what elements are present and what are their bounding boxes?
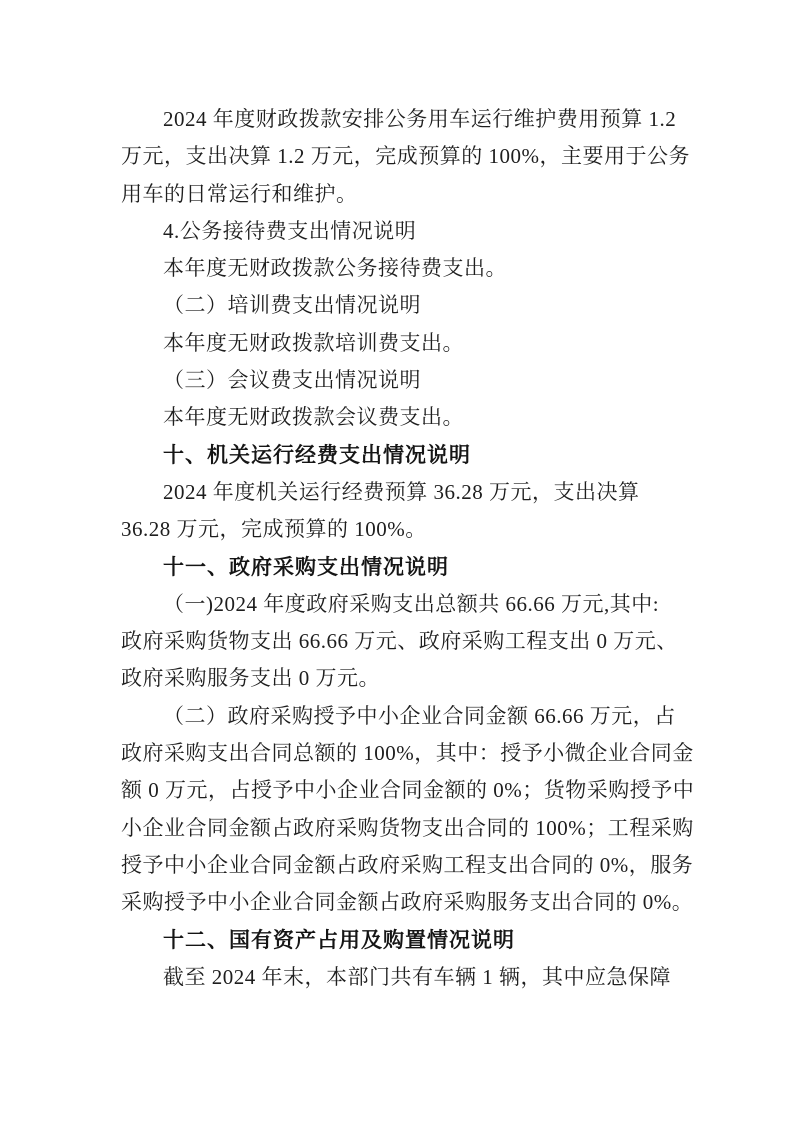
text-line: 额 0 万元，占授予中小企业合同金额的 0%；货物采购授予中 xyxy=(121,778,695,803)
document-lines xyxy=(121,101,695,996)
text-line: 授予中小企业合同金额占政府采购工程支出合同的 0%，服务 xyxy=(121,852,694,877)
text-line: （二）培训费支出情况说明 xyxy=(163,293,421,318)
text-line: 2024 年度财政拨款安排公务用车运行维护费用预算 1.2 xyxy=(163,107,677,131)
text-line: （二）政府采购授予中小企业合同金额 66.66 万元，占 xyxy=(163,703,676,728)
text-line: 采购授予中小企业合同金额占政府采购服务支出合同的 0%。 xyxy=(121,890,694,915)
text-line: 小企业合同金额占政府采购货物支出合同的 100%；工程采购 xyxy=(121,815,694,840)
text-line: 本年度无财政拨款培训费支出。 xyxy=(163,330,464,355)
text-line: （三）会议费支出情况说明 xyxy=(163,368,421,393)
text-line: 4.公务接待费支出情况说明 xyxy=(163,218,417,243)
text-line: 36.28 万元，完成预算的 100%。 xyxy=(121,517,427,542)
section-heading: 十二、国有资产占用及购置情况说明 xyxy=(163,928,515,952)
text-line: 本年度无财政拨款公务接待费支出。 xyxy=(163,256,507,281)
text-line: 政府采购货物支出 66.66 万元、政府采购工程支出 0 万元、 xyxy=(121,629,678,654)
text-line: 本年度无财政拨款会议费支出。 xyxy=(163,405,464,430)
text-line: 2024 年度机关运行经费预算 36.28 万元，支出决算 xyxy=(163,479,640,504)
text-line: 截至 2024 年末，本部门共有车辆 1 辆，其中应急保障 xyxy=(163,964,671,989)
section-heading: 十一、政府采购支出情况说明 xyxy=(163,555,449,579)
section-heading: 十、机关运行经费支出情况说明 xyxy=(163,443,471,467)
text-line: 政府采购服务支出 0 万元。 xyxy=(121,666,380,691)
text-line: （一)2024 年度政府采购支出总额共 66.66 万元,其中: xyxy=(163,591,660,616)
text-line: 用车的日常运行和维护。 xyxy=(121,181,358,206)
text-line: 万元，支出决算 1.2 万元，完成预算的 100%，主要用于公务 xyxy=(121,144,690,169)
text-line: 政府采购支出合同总额的 100%，其中：授予小微企业合同金 xyxy=(121,741,694,766)
